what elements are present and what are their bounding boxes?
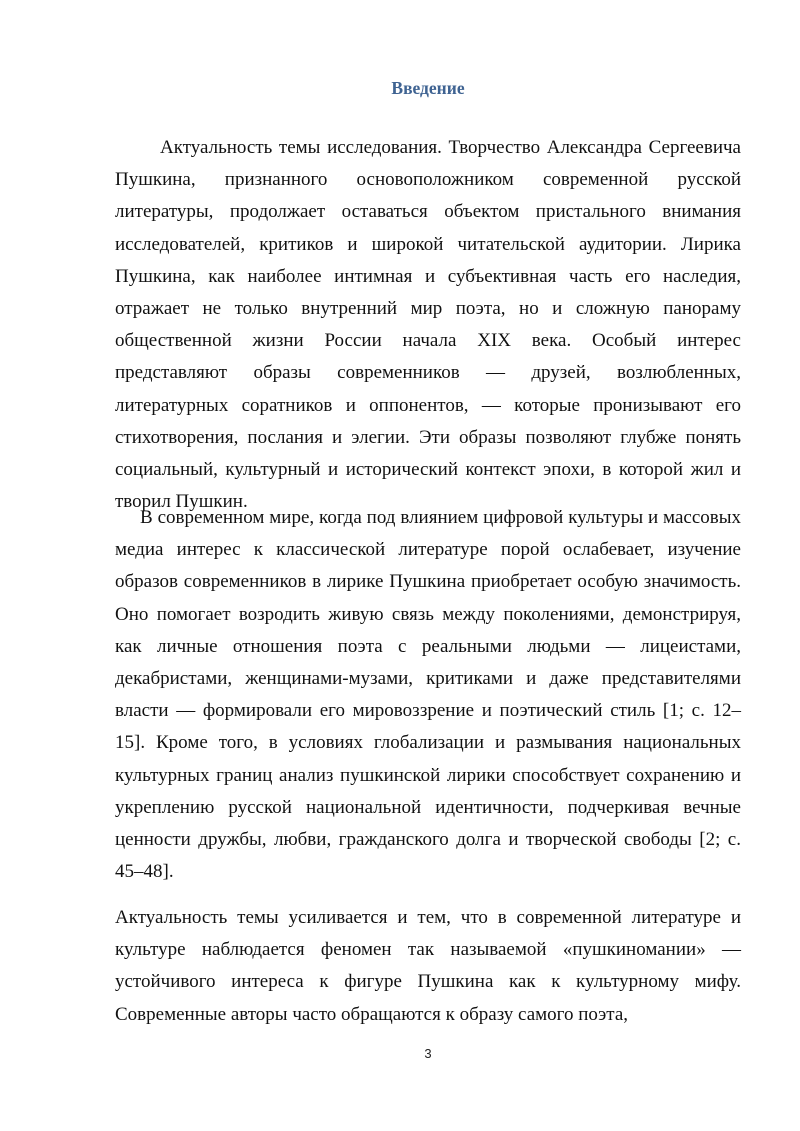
paragraph-pushkinomania: Актуальность темы усиливается и тем, что в современной литературе и культуре наблюдается феномен так называемой «пушкиномании» — устойчивого интереса к фигуре Пушкина как к культурному мифу. Современные авторы часто обращаются к образу самого поэта, (115, 907, 741, 1025)
page-number: 3 (424, 1046, 432, 1061)
section-heading: Введение (391, 78, 465, 98)
paragraph-modern-world: В современном мире, когда под влиянием цифровой культуры и массовых медиа интерес к классической литературе порой ослабевает, изучение образов современников в лирике Пушкина приобретает особую значимость. Оно помогает возродить живую связь между поколениями, демонстрируя, как личные отношения поэта с реальными людьми — лицеистами, декабристами, женщинами-музами, критиками и даже представителями власти — формировали его мировоззрение и поэтический стиль [1; с. 12–15]. Кроме того, в условиях глобализации и размывания национальных культурных границ анализ пушкинской лирики способствует сохранению и укреплению русской национальной идентичности, подчеркивая вечные ценности дружбы, любви, гражданского долга и творческой свободы [2; с. 45–48]. (115, 507, 741, 883)
paragraph-relevance: Актуальность темы исследования. Творчество Александра Сергеевича Пушкина, признанного основоположником современной русской литературы, продолжает оставаться объектом пристального внимания исследователей, критиков и широкой читательской аудитории. Лирика Пушкина, как наиболее интимная и субъективная часть его наследия, отражает не только внутренний мир поэта, но и сложную панораму общественной жизни России начала XIX века. Особый интерес представляют образы современников — друзей, возлюбленных, литературных соратников и оппонентов, — которые пронизывают его стихотворения, послания и элегии. Эти образы позволяют глубже понять социальный, культурный и исторический контекст эпохи, в которой жил и творил Пушкин. (115, 137, 741, 513)
